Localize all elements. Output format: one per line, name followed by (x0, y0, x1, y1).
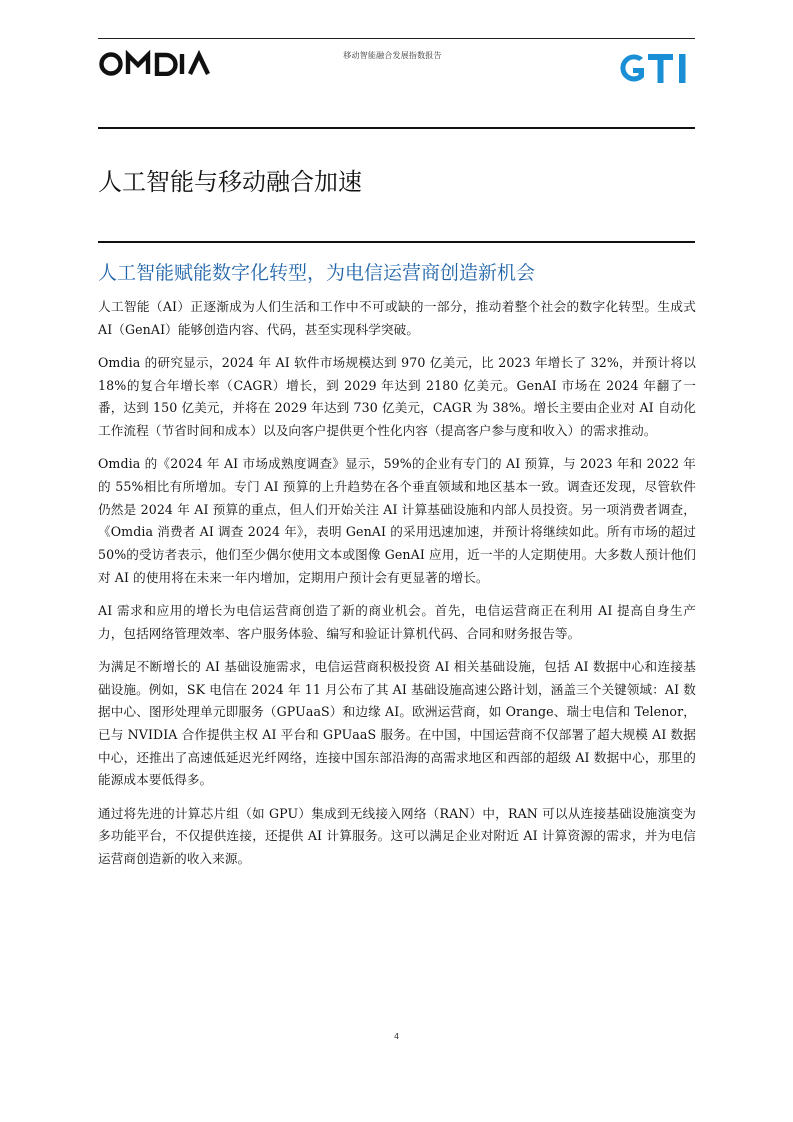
page-number: 4 (393, 1032, 400, 1041)
paragraph: Omdia 的研究显示，2024 年 AI 软件市场规模达到 970 亿美元，比 2023 年增长了 32%，并预计将以 18%的复合年增长率（CAGR）增长，到 2029 年达到 2180 亿美元。GenAI 市场在 2024 年翻了一番，达到 150 亿美元，并将在 2029 年达到 730 亿美元，CAGR 为 38%。增长主要由企业对 AI 自动化工作流程（节省时间和成本）以及向客户提供更个性化内容（提高客户参与度和收入）的需求推动。 (98, 354, 696, 439)
title-rule-top (98, 127, 695, 129)
header-rule (98, 38, 695, 39)
gti-logo (617, 50, 695, 86)
omdia-logo (98, 50, 210, 76)
title-rule-bottom (98, 241, 695, 243)
section-heading: 人工智能赋能数字化转型，为电信运营商创造新机会 (98, 262, 536, 284)
report-title: 移动智能融合发展指数报告 (343, 51, 442, 60)
paragraph: 人工智能（AI）正逐渐成为人们生活和工作中不可或缺的一部分，推动着整个社会的数字化转型。生成式 AI（GenAI）能够创造内容、代码，甚至实现科学突破。 (98, 299, 696, 337)
paragraph: 为满足不断增长的 AI 基础设施需求，电信运营商积极投资 AI 相关基础设施，包括 AI 数据中心和连接基础设施。例如，SK 电信在 2024 年 11 月公布了其 AI 基础设施高速公路计划，涵盖三个关键领域：AI 数据中心、图形处理单元即服务（GPUaaS）和边缘 AI。欧洲运营商，如 Orange、瑞士电信和 Telenor，已与 NVIDIA 合作提供主权 AI 平台和 GPUaaS 服务。在中国，中国运营商不仅部署了超大规模 AI 数据中心，还推出了高速低延迟光纤网络，连接中国东部沿海的高需求地区和西部的超级 AI 数据中心，那里的能源成本要低得多。 (98, 658, 696, 788)
paragraph: AI 需求和应用的增长为电信运营商创造了新的商业机会。首先，电信运营商正在利用 AI 提高自身生产力，包括网络管理效率、客户服务体验、编写和验证计算机代码、合同和财务报告等。 (98, 602, 696, 641)
body-text (98, 296, 696, 881)
paragraph: 通过将先进的计算芯片组（如 GPU）集成到无线接入网络（RAN）中，RAN 可以从连接基础设施演变为多功能平台，不仅提供连接，还提供 AI 计算服务。这可以满足企业对附近 AI 计算资源的需求，并为电信运营商创造新的收入来源。 (98, 805, 696, 866)
chapter-title: 人工智能与移动融合加速 (98, 168, 362, 196)
paragraph: Omdia 的《2024 年 AI 市场成熟度调查》显示，59%的企业有专门的 AI 预算，与 2023 年和 2022 年的 55%相比有所增加。专门 AI 预算的上升趋势在各个垂直领域和地区基本一致。调查还发现，尽管软件仍然是 2024 年 AI 预算的重点，但人们开始关注 AI 计算基础设施和内部人员投资。另一项消费者调查，《Omdia 消费者 AI 调查 2024 年》，表明 GenAI 的采用迅速加速，并预计将继续如此。所有市场的超过 50%的受访者表示，他们至少偶尔使用文本或图像 GenAI 应用，近一半的人定期使用。大多数人预计他们对 AI 的使用将在未来一年内增加，定期用户预计会有更显著的增长。 (98, 456, 696, 585)
